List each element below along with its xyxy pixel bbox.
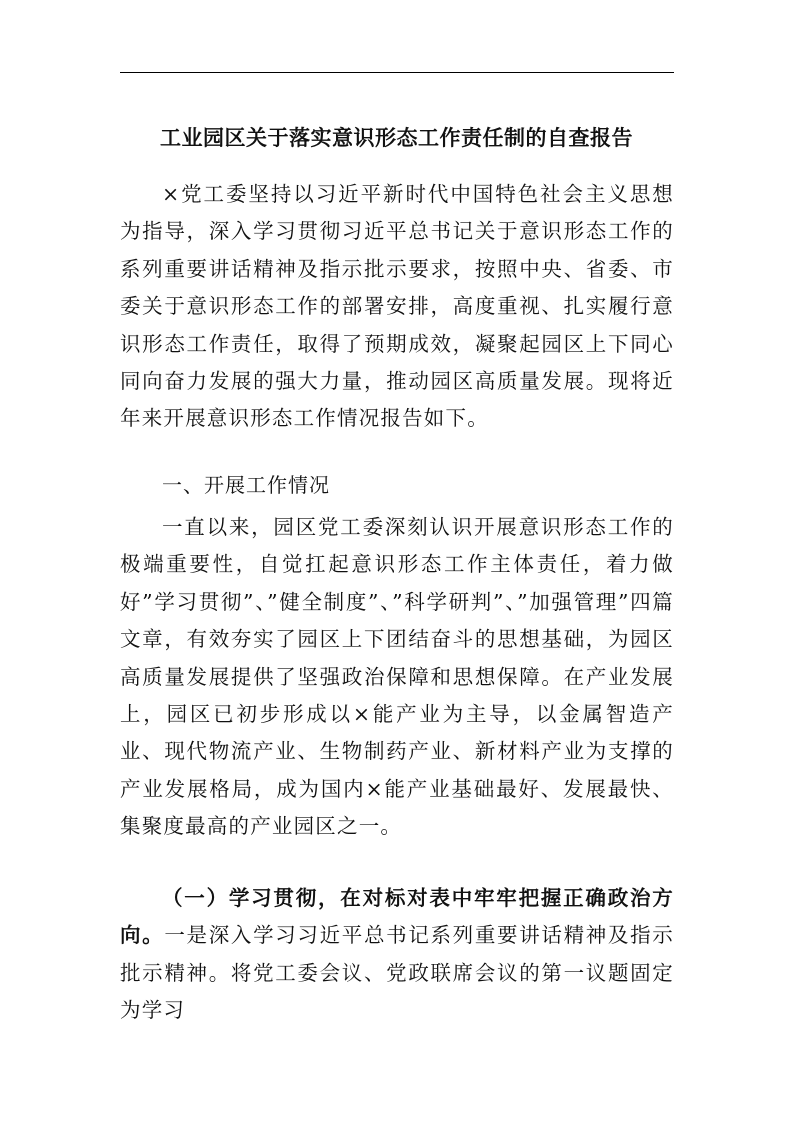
subsection-heading: （一）学习贯彻，在对标对表中牢牢把握正确政治方向。 xyxy=(120,886,674,948)
section-heading: 一、开展工作情况 xyxy=(162,473,330,497)
subsection-text: 一是深入学习习近平总书记系列重要讲话精神及指示批示精神。将党工委会议、党政联席会议的第一议题固定为学习 xyxy=(120,923,674,1023)
section-paragraph: 一直以来，园区党工委深刻认识开展意识形态工作的极端重要性，自觉扛起意识形态工作主体责任，着力做好”学习贯彻”、”健全制度”、”科学研判”、”加强管理”四篇文章，有效夯实了园区上下团结奋斗的思想基础，为园区高质量发展提供了坚强政治保障和思想保障。在产业发展上，园区已初步形成以×能产业为主导，以金属智造产业、现代物流产业、生物制药产业、新材料产业为支撑的产业发展格局，成为国内×能产业基础最好、发展最快、集聚度最高的产业园区之一。 xyxy=(120,515,674,839)
header-rule xyxy=(120,72,674,73)
document-title: 工业园区关于落实意识形态工作责任制的自查报告 xyxy=(160,126,633,150)
subsection-paragraph xyxy=(120,880,674,1030)
intro-paragraph: ×党工委坚持以习近平新时代中国特色社会主义思想为指导，深入学习贯彻习近平总书记关于意识形态工作的系列重要讲话精神及指示批示要求，按照中央、省委、市委关于意识形态工作的部署安排，高度重视、扎实履行意识形态工作责任，取得了预期成效，凝聚起园区上下同心同向奋力发展的强大力量，推动园区高质量发展。现将近年来开展意识形态工作情况报告如下。 xyxy=(120,182,674,431)
